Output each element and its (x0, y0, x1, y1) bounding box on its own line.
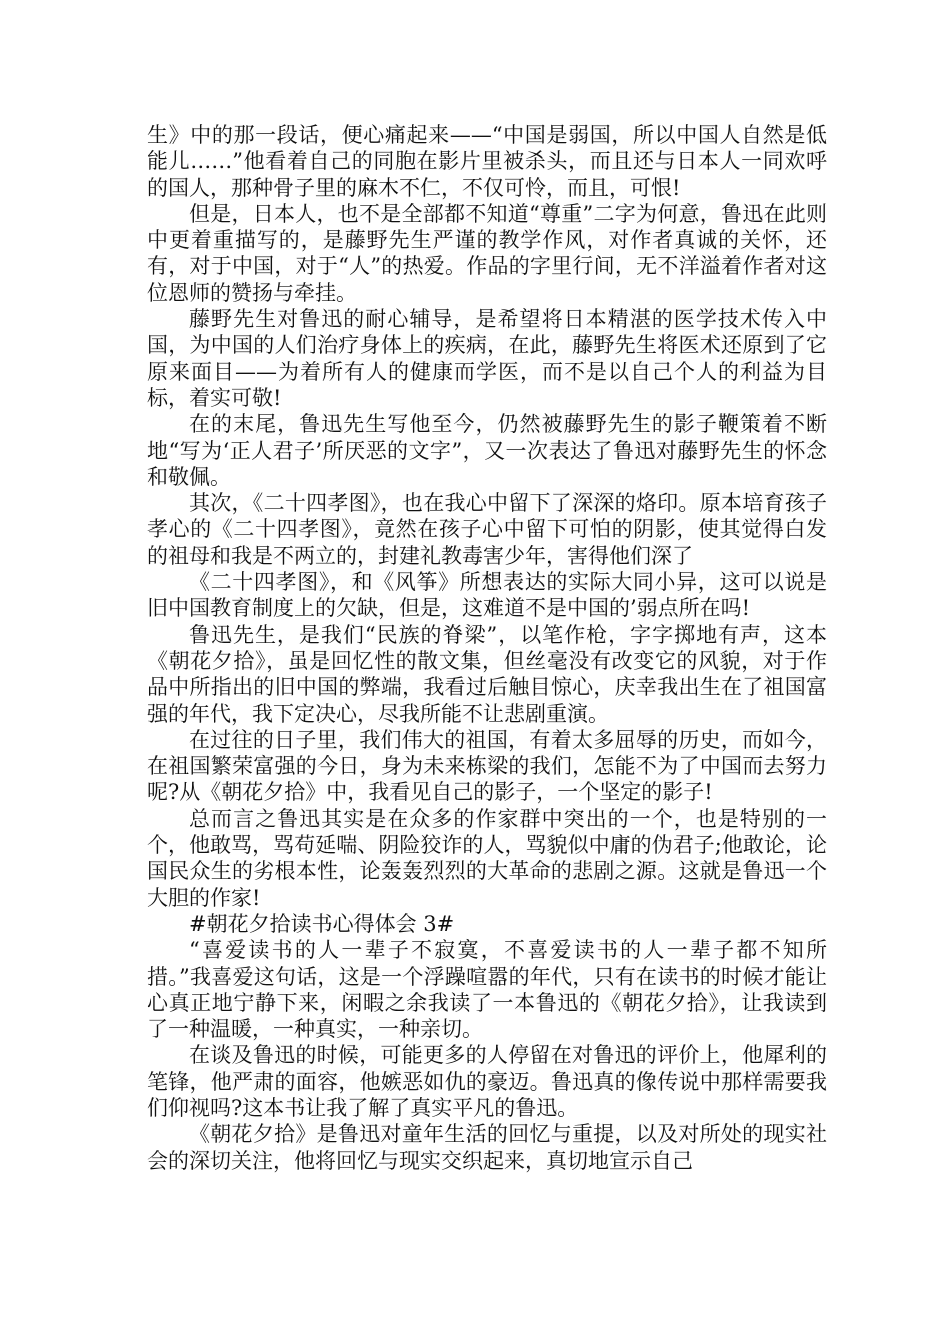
paragraph: 总而言之鲁迅其实是在众多的作家群中突出的一个，也是特别的一个，他敢骂，骂苟延喘、阴险狡诈的人，骂貌似中庸的伪君子;他敢论，论国民众生的劣根本性，论轰轰烈烈的大革命的悲剧之源。这就是鲁迅一个大胆的作家! (147, 806, 827, 910)
paragraph: 在过往的日子里，我们伟大的祖国，有着太多屈辱的历史，而如今，在祖国繁荣富强的今日，身为未来栋梁的我们，怎能不为了中国而去努力呢?从《朝花夕拾》中，我看见自己的影子，一个坚定的影子! (147, 727, 827, 805)
paragraph: 鲁迅先生，是我们“民族的脊梁”，以笔作枪，字字掷地有声，这本《朝花夕拾》，虽是回忆性的散文集，但丝毫没有改变它的风貌，对于作品中所指出的旧中国的弊端，我看过后触目惊心，庆幸我出生在了祖国富强的年代，我下定决心，尽我所能不让悲剧重演。 (147, 622, 827, 726)
section-heading: #朝花夕拾读书心得体会 3# (189, 911, 455, 936)
paragraph: 其次，《二十四孝图》，也在我心中留下了深深的烙印。原本培育孩子孝心的《二十四孝图》，竟然在孩子心中留下可怕的阴影，使其觉得白发的祖母和我是不两立的，封建礼教毒害少年，害得他们深了 (147, 491, 827, 568)
paragraph: 生》中的那一段话，便心痛起来——“中国是弱国，所以中国人自然是低能儿……”他看着自己的同胞在影片里被杀头，而且还与日本人一同欢呼的国人，那种骨子里的麻木不仁，不仅可怜，而且，可恨! (147, 123, 827, 200)
paragraph: “喜爱读书的人一辈子不寂寞，不喜爱读书的人一辈子都不知所措。”我喜爱这句话，这是一个浮躁喧嚣的年代，只有在读书的时候才能让心真正地宁静下来，闲暇之余我读了一本鲁迅的《朝花夕拾》，让我读到了一种温暖，一种真实，一种亲切。 (147, 938, 827, 1042)
paragraph: 《朝花夕拾》是鲁迅对童年生活的回忆与重提，以及对所处的现实社会的深切关注，他将回忆与现实交织起来，真切地宣示自己 (147, 1122, 827, 1173)
paragraph: 在的末尾，鲁迅先生写他至今，仍然被藤野先生的影子鞭策着不断地“写为‘正人君子’所厌恶的文字”，又一次表达了鲁迅对藤野先生的怀念和敬佩。 (147, 412, 827, 489)
paragraph: 但是，日本人，也不是全部都不知道“尊重”二字为何意，鲁迅在此则中更着重描写的，是藤野先生严谨的教学作风，对作者真诚的关怀，还有，对于中国，对于“人”的热爱。作品的字里行间，无不洋溢着作者对这位恩师的赞扬与牵挂。 (147, 201, 827, 305)
paragraph: 在谈及鲁迅的时候，可能更多的人停留在对鲁迅的评价上，他犀利的笔锋，他严肃的面容，他嫉恶如仇的豪迈。鲁迅真的像传说中那样需要我们仰视吗?这本书让我了解了真实平凡的鲁迅。 (147, 1043, 827, 1120)
paragraph: 《二十四孝图》，和《风筝》所想表达的实际大同小异，这可以说是旧中国教育制度上的欠缺，但是，这难道不是中国的’弱点所在吗! (147, 570, 827, 621)
document-body (147, 122, 827, 1174)
paragraph: 藤野先生对鲁迅的耐心辅导，是希望将日本精湛的医学技术传入中国，为中国的人们治疗身体上的疾病，在此，藤野先生将医术还原到了它原来面目——为着所有人的健康而学医，而不是以自己个人的利益为目标，着实可敬! (147, 307, 827, 410)
